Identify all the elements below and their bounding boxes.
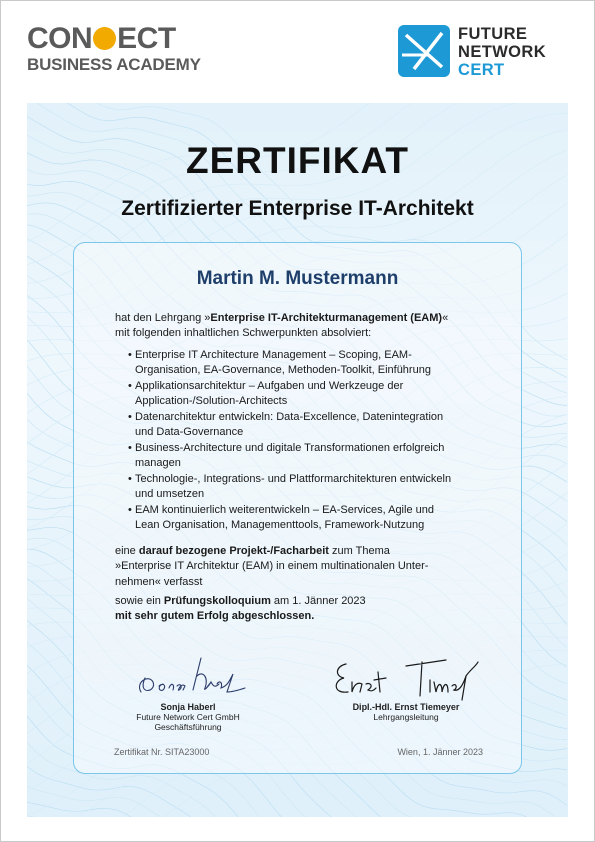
logo-subtitle: BUSINESS ACADEMY (27, 55, 201, 74)
topic-item: • Enterprise IT Architecture Management – Scoping, EAM- Organisation, EA-Governance, Methoden-Toolkit, Einführung (128, 348, 431, 376)
certificate-subtitle: Zertifizierter Enterprise IT-Architekt (121, 197, 474, 220)
signature-tiemeyer-icon (326, 652, 486, 702)
topic-item: • EAM kontinuierlich weiterentwickeln – EA-Services, Agile und Lean Organisation, Managementtools, Framework-Nutzung (128, 504, 434, 532)
signer-name-1: Sonja Haberl (160, 702, 216, 712)
intro-line-1: hat den Lehrgang »Enterprise IT-Architekturmanagement (EAM)« (115, 312, 449, 324)
signer-role-1: Geschäftsführung (154, 722, 222, 732)
logo-text-future: FUTURE (458, 25, 528, 43)
signature-block-haberl (118, 652, 258, 732)
logo-text-cert: CERT (458, 61, 505, 79)
topic-list (115, 348, 485, 534)
certificate-number: Zertifikat Nr. SITA23000 (114, 747, 210, 757)
signer-name-2: Dipl.-Hdl. Ernst Tiemeyer (352, 702, 460, 712)
guilloche-line (27, 816, 567, 817)
project-line-2: »Enterprise IT Architektur (EAM) in einem multinationalen Unter- (115, 560, 429, 573)
intro-line-2: mit folgenden inhaltlichen Schwerpunkten absolviert: (115, 327, 372, 340)
result-line: mit sehr gutem Erfolg abgeschlossen. (115, 610, 315, 623)
certificate-title: ZERTIFIKAT (185, 140, 410, 181)
guilloche-line (27, 103, 567, 265)
project-line-3: nehmen« verfasst (115, 575, 203, 588)
logo-text-con: CON (27, 22, 93, 55)
topic-item: • Business-Architecture und digitale Transformationen erfolgreich managen (128, 441, 445, 470)
logo-dot-icon (93, 27, 116, 50)
certificate-body (115, 311, 485, 625)
project-line-1: eine darauf bezogene Projekt-/Facharbeit zum Thema (115, 545, 390, 558)
guilloche-line (27, 802, 567, 817)
conect-logo (27, 24, 201, 75)
course-name: Enterprise IT-Architekturmanagement (EAM) (210, 312, 443, 324)
signer-org-1: Future Network Cert GmbH (136, 712, 240, 722)
future-network-cert-logo (398, 25, 568, 81)
guilloche-line (27, 786, 567, 817)
signer-role-2: Lehrgangsleitung (373, 712, 439, 722)
exam-line: sowie ein Prüfungskolloquium am 1. Jänner 2023 (115, 595, 366, 608)
logo-text-ect: ECT (117, 22, 176, 55)
topic-item: • Applikationsarchitektur – Aufgaben und Werkzeuge der Application-/Solution-Architects (128, 379, 404, 407)
place-date: Wien, 1. Jänner 2023 (397, 747, 483, 757)
signature-block-tiemeyer (326, 652, 486, 722)
signature-haberl-icon (123, 652, 253, 702)
recipient-name: Martin M. Mustermann (196, 268, 399, 289)
fnc-mark-icon (398, 25, 450, 77)
logo-text-network: NETWORK (458, 43, 547, 61)
topic-item: • Technologie-, Integrations- und Plattformarchitekturen entwickeln und umsetzen (128, 472, 452, 501)
topic-item: • Datenarchitektur entwickeln: Data-Excellence, Datenintegration und Data-Governance (128, 410, 444, 439)
